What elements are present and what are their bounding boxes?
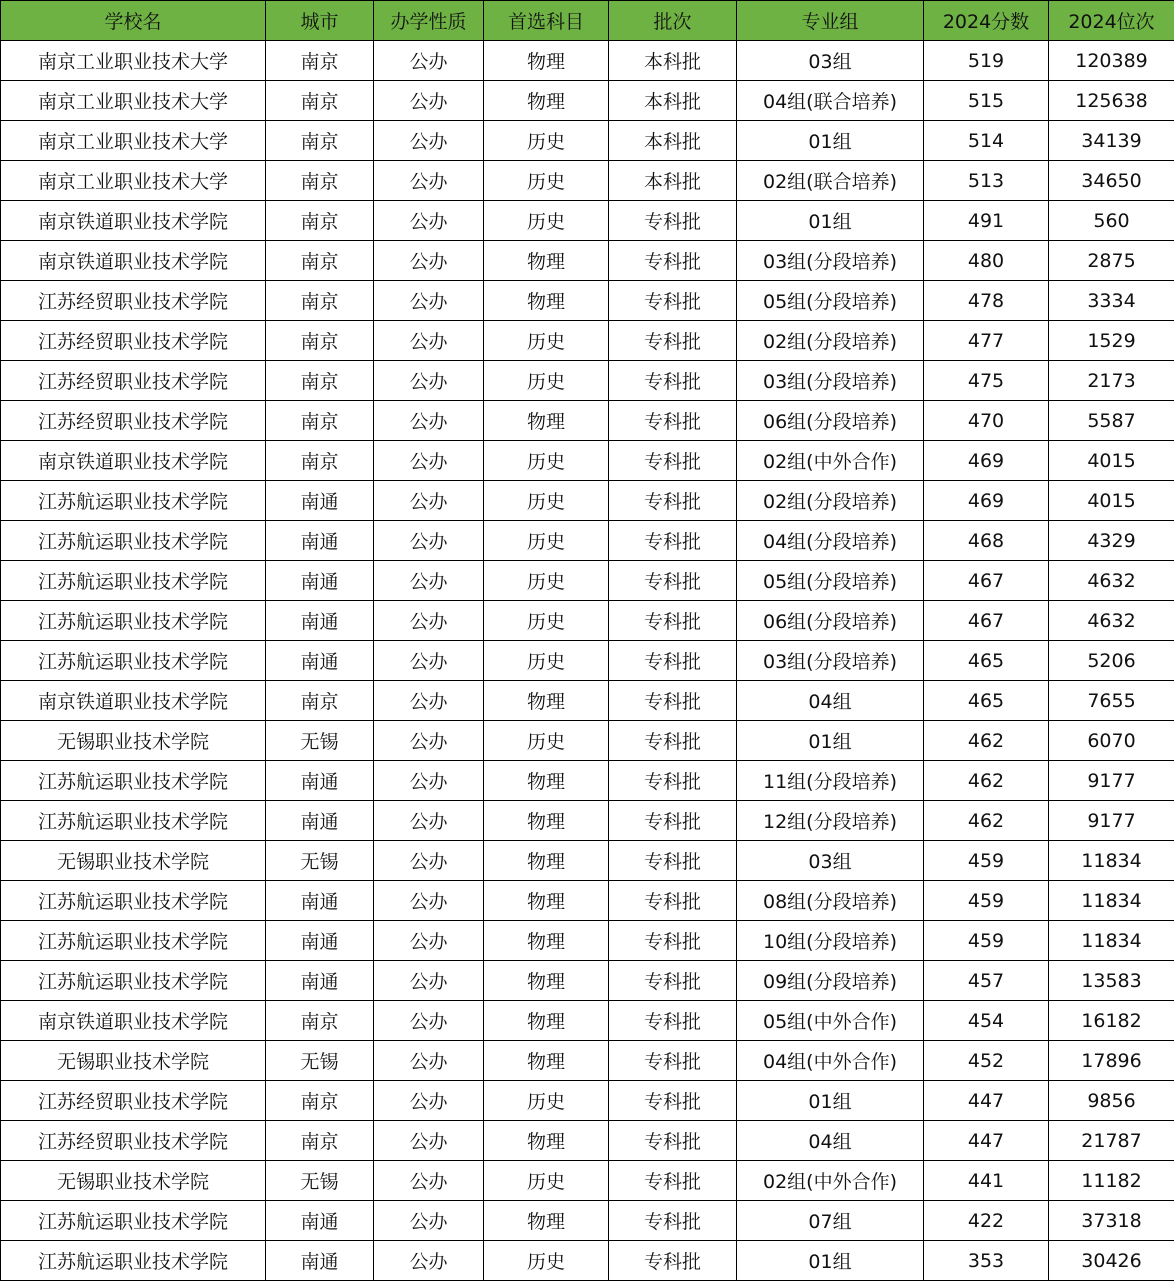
city-cell: 南通 (266, 601, 374, 641)
batch-cell: 专科批 (609, 681, 737, 721)
city-cell: 南通 (266, 801, 374, 841)
column-header-school-name: 学校名 (1, 1, 266, 41)
school-name-cell: 江苏航运职业技术学院 (1, 481, 266, 521)
first-subject-cell: 物理 (484, 1041, 609, 1081)
school-name-cell: 南京工业职业技术大学 (1, 121, 266, 161)
major-group-cell: 05组(中外合作) (737, 1001, 924, 1041)
batch-cell: 专科批 (609, 841, 737, 881)
school-type-cell: 公办 (374, 1161, 484, 1201)
column-header-city: 城市 (266, 1, 374, 41)
rank-2024-cell: 11182 (1049, 1161, 1174, 1201)
rank-2024-cell: 125638 (1049, 81, 1174, 121)
first-subject-cell: 历史 (484, 1161, 609, 1201)
first-subject-cell: 物理 (484, 1001, 609, 1041)
score-2024-cell: 478 (924, 281, 1049, 321)
school-type-cell: 公办 (374, 1001, 484, 1041)
score-2024-cell: 469 (924, 481, 1049, 521)
rank-2024-cell: 560 (1049, 201, 1174, 241)
city-cell: 南通 (266, 921, 374, 961)
first-subject-cell: 物理 (484, 81, 609, 121)
school-name-cell: 江苏航运职业技术学院 (1, 881, 266, 921)
first-subject-cell: 历史 (484, 641, 609, 681)
major-group-cell: 03组(分段培养) (737, 641, 924, 681)
city-cell: 南京 (266, 1081, 374, 1121)
city-cell: 南通 (266, 1241, 374, 1281)
rank-2024-cell: 11834 (1049, 921, 1174, 961)
first-subject-cell: 历史 (484, 601, 609, 641)
batch-cell: 专科批 (609, 1201, 737, 1241)
school-name-cell: 无锡职业技术学院 (1, 721, 266, 761)
school-name-cell: 江苏经贸职业技术学院 (1, 401, 266, 441)
city-cell: 无锡 (266, 841, 374, 881)
major-group-cell: 11组(分段培养) (737, 761, 924, 801)
major-group-cell: 01组 (737, 1241, 924, 1281)
rank-2024-cell: 9856 (1049, 1081, 1174, 1121)
first-subject-cell: 物理 (484, 1121, 609, 1161)
table-row (1, 721, 1174, 761)
school-name-cell: 江苏经贸职业技术学院 (1, 321, 266, 361)
score-2024-cell: 519 (924, 41, 1049, 81)
batch-cell: 专科批 (609, 521, 737, 561)
batch-cell: 专科批 (609, 721, 737, 761)
major-group-cell: 02组(分段培养) (737, 321, 924, 361)
school-name-cell: 江苏经贸职业技术学院 (1, 1121, 266, 1161)
rank-2024-cell: 120389 (1049, 41, 1174, 81)
table-row (1, 961, 1174, 1001)
batch-cell: 专科批 (609, 961, 737, 1001)
city-cell: 无锡 (266, 721, 374, 761)
score-2024-cell: 470 (924, 401, 1049, 441)
first-subject-cell: 物理 (484, 921, 609, 961)
table-row (1, 41, 1174, 81)
major-group-cell: 03组(分段培养) (737, 241, 924, 281)
major-group-cell: 02组(分段培养) (737, 481, 924, 521)
major-group-cell: 09组(分段培养) (737, 961, 924, 1001)
rank-2024-cell: 9177 (1049, 761, 1174, 801)
first-subject-cell: 历史 (484, 121, 609, 161)
rank-2024-cell: 11834 (1049, 881, 1174, 921)
school-name-cell: 江苏航运职业技术学院 (1, 601, 266, 641)
table-row (1, 121, 1174, 161)
first-subject-cell: 物理 (484, 401, 609, 441)
major-group-cell: 06组(分段培养) (737, 401, 924, 441)
score-2024-cell: 465 (924, 641, 1049, 681)
first-subject-cell: 历史 (484, 1081, 609, 1121)
school-type-cell: 公办 (374, 601, 484, 641)
rank-2024-cell: 4015 (1049, 441, 1174, 481)
batch-cell: 专科批 (609, 641, 737, 681)
table-row (1, 1241, 1174, 1281)
first-subject-cell: 物理 (484, 1201, 609, 1241)
city-cell: 南通 (266, 481, 374, 521)
school-name-cell: 江苏航运职业技术学院 (1, 961, 266, 1001)
table-row (1, 241, 1174, 281)
school-name-cell: 江苏航运职业技术学院 (1, 521, 266, 561)
table-row (1, 281, 1174, 321)
first-subject-cell: 历史 (484, 721, 609, 761)
score-2024-cell: 467 (924, 601, 1049, 641)
table-row (1, 601, 1174, 641)
rank-2024-cell: 5206 (1049, 641, 1174, 681)
city-cell: 南京 (266, 41, 374, 81)
school-type-cell: 公办 (374, 1121, 484, 1161)
batch-cell: 专科批 (609, 1241, 737, 1281)
column-header-batch: 批次 (609, 1, 737, 41)
major-group-cell: 04组(中外合作) (737, 1041, 924, 1081)
school-type-cell: 公办 (374, 241, 484, 281)
school-type-cell: 公办 (374, 121, 484, 161)
table-row (1, 521, 1174, 561)
school-type-cell: 公办 (374, 41, 484, 81)
table-row (1, 401, 1174, 441)
batch-cell: 本科批 (609, 81, 737, 121)
rank-2024-cell: 17896 (1049, 1041, 1174, 1081)
rank-2024-cell: 4329 (1049, 521, 1174, 561)
column-header-rank-2024: 2024位次 (1049, 1, 1174, 41)
rank-2024-cell: 4632 (1049, 601, 1174, 641)
school-type-cell: 公办 (374, 961, 484, 1001)
major-group-cell: 12组(分段培养) (737, 801, 924, 841)
city-cell: 南京 (266, 161, 374, 201)
city-cell: 南通 (266, 641, 374, 681)
major-group-cell: 02组(中外合作) (737, 441, 924, 481)
city-cell: 南京 (266, 121, 374, 161)
rank-2024-cell: 1529 (1049, 321, 1174, 361)
batch-cell: 专科批 (609, 441, 737, 481)
school-name-cell: 江苏航运职业技术学院 (1, 561, 266, 601)
table-row (1, 561, 1174, 601)
school-name-cell: 江苏航运职业技术学院 (1, 641, 266, 681)
table-row (1, 841, 1174, 881)
school-type-cell: 公办 (374, 1081, 484, 1121)
major-group-cell: 04组(联合培养) (737, 81, 924, 121)
batch-cell: 专科批 (609, 241, 737, 281)
rank-2024-cell: 34139 (1049, 121, 1174, 161)
score-2024-cell: 459 (924, 881, 1049, 921)
rank-2024-cell: 5587 (1049, 401, 1174, 441)
first-subject-cell: 历史 (484, 201, 609, 241)
city-cell: 南京 (266, 1121, 374, 1161)
batch-cell: 专科批 (609, 801, 737, 841)
first-subject-cell: 历史 (484, 361, 609, 401)
city-cell: 南京 (266, 361, 374, 401)
batch-cell: 专科批 (609, 881, 737, 921)
city-cell: 南京 (266, 321, 374, 361)
school-type-cell: 公办 (374, 1041, 484, 1081)
school-name-cell: 江苏航运职业技术学院 (1, 1241, 266, 1281)
school-name-cell: 南京铁道职业技术学院 (1, 681, 266, 721)
batch-cell: 专科批 (609, 1081, 737, 1121)
city-cell: 无锡 (266, 1041, 374, 1081)
table-row (1, 161, 1174, 201)
school-type-cell: 公办 (374, 161, 484, 201)
school-type-cell: 公办 (374, 441, 484, 481)
school-type-cell: 公办 (374, 401, 484, 441)
major-group-cell: 07组 (737, 1201, 924, 1241)
school-name-cell: 南京铁道职业技术学院 (1, 201, 266, 241)
major-group-cell: 04组 (737, 1121, 924, 1161)
rank-2024-cell: 2875 (1049, 241, 1174, 281)
school-type-cell: 公办 (374, 761, 484, 801)
rank-2024-cell: 3334 (1049, 281, 1174, 321)
first-subject-cell: 物理 (484, 681, 609, 721)
school-name-cell: 南京铁道职业技术学院 (1, 241, 266, 281)
rank-2024-cell: 7655 (1049, 681, 1174, 721)
table-row (1, 441, 1174, 481)
table-row (1, 81, 1174, 121)
score-2024-cell: 454 (924, 1001, 1049, 1041)
score-2024-cell: 469 (924, 441, 1049, 481)
score-2024-cell: 514 (924, 121, 1049, 161)
major-group-cell: 05组(分段培养) (737, 281, 924, 321)
column-header-major-group: 专业组 (737, 1, 924, 41)
city-cell: 南通 (266, 521, 374, 561)
city-cell: 南京 (266, 201, 374, 241)
school-type-cell: 公办 (374, 921, 484, 961)
school-type-cell: 公办 (374, 561, 484, 601)
school-type-cell: 公办 (374, 1201, 484, 1241)
column-header-school-type: 办学性质 (374, 1, 484, 41)
rank-2024-cell: 4015 (1049, 481, 1174, 521)
score-2024-cell: 457 (924, 961, 1049, 1001)
batch-cell: 专科批 (609, 201, 737, 241)
major-group-cell: 03组(分段培养) (737, 361, 924, 401)
school-name-cell: 江苏航运职业技术学院 (1, 801, 266, 841)
school-name-cell: 南京铁道职业技术学院 (1, 1001, 266, 1041)
table-row (1, 1201, 1174, 1241)
header-row (1, 1, 1174, 41)
school-type-cell: 公办 (374, 281, 484, 321)
first-subject-cell: 历史 (484, 521, 609, 561)
score-2024-cell: 475 (924, 361, 1049, 401)
table-row (1, 1081, 1174, 1121)
batch-cell: 本科批 (609, 161, 737, 201)
table-row (1, 201, 1174, 241)
first-subject-cell: 物理 (484, 841, 609, 881)
rank-2024-cell: 21787 (1049, 1121, 1174, 1161)
city-cell: 南京 (266, 281, 374, 321)
major-group-cell: 02组(中外合作) (737, 1161, 924, 1201)
batch-cell: 专科批 (609, 1001, 737, 1041)
major-group-cell: 01组 (737, 201, 924, 241)
table-row (1, 1001, 1174, 1041)
table-row (1, 1121, 1174, 1161)
rank-2024-cell: 37318 (1049, 1201, 1174, 1241)
major-group-cell: 10组(分段培养) (737, 921, 924, 961)
batch-cell: 专科批 (609, 1121, 737, 1161)
table-header (1, 1, 1174, 41)
table-row (1, 361, 1174, 401)
school-name-cell: 无锡职业技术学院 (1, 1161, 266, 1201)
city-cell: 南通 (266, 961, 374, 1001)
city-cell: 无锡 (266, 1161, 374, 1201)
column-header-first-subject: 首选科目 (484, 1, 609, 41)
score-2024-cell: 491 (924, 201, 1049, 241)
school-name-cell: 无锡职业技术学院 (1, 1041, 266, 1081)
school-type-cell: 公办 (374, 321, 484, 361)
batch-cell: 专科批 (609, 401, 737, 441)
school-type-cell: 公办 (374, 521, 484, 561)
score-2024-cell: 459 (924, 841, 1049, 881)
city-cell: 南京 (266, 241, 374, 281)
table-row (1, 1041, 1174, 1081)
score-2024-cell: 452 (924, 1041, 1049, 1081)
first-subject-cell: 物理 (484, 801, 609, 841)
major-group-cell: 03组 (737, 41, 924, 81)
city-cell: 南通 (266, 561, 374, 601)
first-subject-cell: 历史 (484, 561, 609, 601)
first-subject-cell: 物理 (484, 41, 609, 81)
school-name-cell: 南京工业职业技术大学 (1, 41, 266, 81)
first-subject-cell: 物理 (484, 961, 609, 1001)
score-2024-cell: 441 (924, 1161, 1049, 1201)
batch-cell: 专科批 (609, 761, 737, 801)
school-type-cell: 公办 (374, 481, 484, 521)
score-2024-cell: 459 (924, 921, 1049, 961)
first-subject-cell: 历史 (484, 161, 609, 201)
score-2024-cell: 468 (924, 521, 1049, 561)
rank-2024-cell: 16182 (1049, 1001, 1174, 1041)
major-group-cell: 02组(联合培养) (737, 161, 924, 201)
school-type-cell: 公办 (374, 681, 484, 721)
school-type-cell: 公办 (374, 1241, 484, 1281)
city-cell: 南京 (266, 81, 374, 121)
major-group-cell: 01组 (737, 721, 924, 761)
rank-2024-cell: 13583 (1049, 961, 1174, 1001)
school-name-cell: 江苏经贸职业技术学院 (1, 361, 266, 401)
school-name-cell: 江苏经贸职业技术学院 (1, 281, 266, 321)
table-row (1, 801, 1174, 841)
first-subject-cell: 物理 (484, 241, 609, 281)
school-type-cell: 公办 (374, 721, 484, 761)
major-group-cell: 05组(分段培养) (737, 561, 924, 601)
first-subject-cell: 历史 (484, 441, 609, 481)
rank-2024-cell: 2173 (1049, 361, 1174, 401)
school-type-cell: 公办 (374, 641, 484, 681)
table-body (1, 41, 1174, 1281)
score-2024-cell: 447 (924, 1121, 1049, 1161)
school-type-cell: 公办 (374, 201, 484, 241)
table-row (1, 1161, 1174, 1201)
batch-cell: 专科批 (609, 361, 737, 401)
school-type-cell: 公办 (374, 841, 484, 881)
rank-2024-cell: 9177 (1049, 801, 1174, 841)
score-2024-cell: 465 (924, 681, 1049, 721)
major-group-cell: 03组 (737, 841, 924, 881)
first-subject-cell: 历史 (484, 321, 609, 361)
score-2024-cell: 462 (924, 721, 1049, 761)
batch-cell: 专科批 (609, 601, 737, 641)
school-type-cell: 公办 (374, 361, 484, 401)
table-row (1, 321, 1174, 361)
city-cell: 南京 (266, 401, 374, 441)
first-subject-cell: 物理 (484, 761, 609, 801)
batch-cell: 本科批 (609, 121, 737, 161)
batch-cell: 专科批 (609, 561, 737, 601)
score-2024-cell: 462 (924, 761, 1049, 801)
batch-cell: 专科批 (609, 281, 737, 321)
major-group-cell: 08组(分段培养) (737, 881, 924, 921)
table-row (1, 481, 1174, 521)
first-subject-cell: 历史 (484, 481, 609, 521)
school-type-cell: 公办 (374, 801, 484, 841)
table-row (1, 641, 1174, 681)
batch-cell: 本科批 (609, 41, 737, 81)
major-group-cell: 01组 (737, 1081, 924, 1121)
school-name-cell: 江苏航运职业技术学院 (1, 761, 266, 801)
city-cell: 南通 (266, 761, 374, 801)
school-type-cell: 公办 (374, 81, 484, 121)
batch-cell: 专科批 (609, 1041, 737, 1081)
batch-cell: 专科批 (609, 921, 737, 961)
school-name-cell: 南京铁道职业技术学院 (1, 441, 266, 481)
city-cell: 南通 (266, 1201, 374, 1241)
city-cell: 南京 (266, 681, 374, 721)
score-2024-cell: 422 (924, 1201, 1049, 1241)
rank-2024-cell: 30426 (1049, 1241, 1174, 1281)
score-2024-cell: 477 (924, 321, 1049, 361)
batch-cell: 专科批 (609, 1161, 737, 1201)
rank-2024-cell: 4632 (1049, 561, 1174, 601)
rank-2024-cell: 34650 (1049, 161, 1174, 201)
school-name-cell: 南京工业职业技术大学 (1, 81, 266, 121)
batch-cell: 专科批 (609, 481, 737, 521)
first-subject-cell: 物理 (484, 281, 609, 321)
score-2024-cell: 462 (924, 801, 1049, 841)
major-group-cell: 04组(分段培养) (737, 521, 924, 561)
major-group-cell: 04组 (737, 681, 924, 721)
table-row (1, 681, 1174, 721)
table-row (1, 921, 1174, 961)
school-name-cell: 江苏经贸职业技术学院 (1, 1081, 266, 1121)
first-subject-cell: 物理 (484, 881, 609, 921)
first-subject-cell: 历史 (484, 1241, 609, 1281)
school-name-cell: 江苏航运职业技术学院 (1, 921, 266, 961)
rank-2024-cell: 6070 (1049, 721, 1174, 761)
score-2024-cell: 467 (924, 561, 1049, 601)
rank-2024-cell: 11834 (1049, 841, 1174, 881)
table-row (1, 881, 1174, 921)
table-row (1, 761, 1174, 801)
score-2024-cell: 447 (924, 1081, 1049, 1121)
school-name-cell: 南京工业职业技术大学 (1, 161, 266, 201)
school-name-cell: 无锡职业技术学院 (1, 841, 266, 881)
score-2024-cell: 353 (924, 1241, 1049, 1281)
city-cell: 南京 (266, 1001, 374, 1041)
school-name-cell: 江苏航运职业技术学院 (1, 1201, 266, 1241)
score-2024-cell: 480 (924, 241, 1049, 281)
city-cell: 南通 (266, 881, 374, 921)
column-header-score-2024: 2024分数 (924, 1, 1049, 41)
batch-cell: 专科批 (609, 321, 737, 361)
score-2024-cell: 513 (924, 161, 1049, 201)
school-type-cell: 公办 (374, 881, 484, 921)
score-2024-cell: 515 (924, 81, 1049, 121)
major-group-cell: 01组 (737, 121, 924, 161)
city-cell: 南京 (266, 441, 374, 481)
major-group-cell: 06组(分段培养) (737, 601, 924, 641)
